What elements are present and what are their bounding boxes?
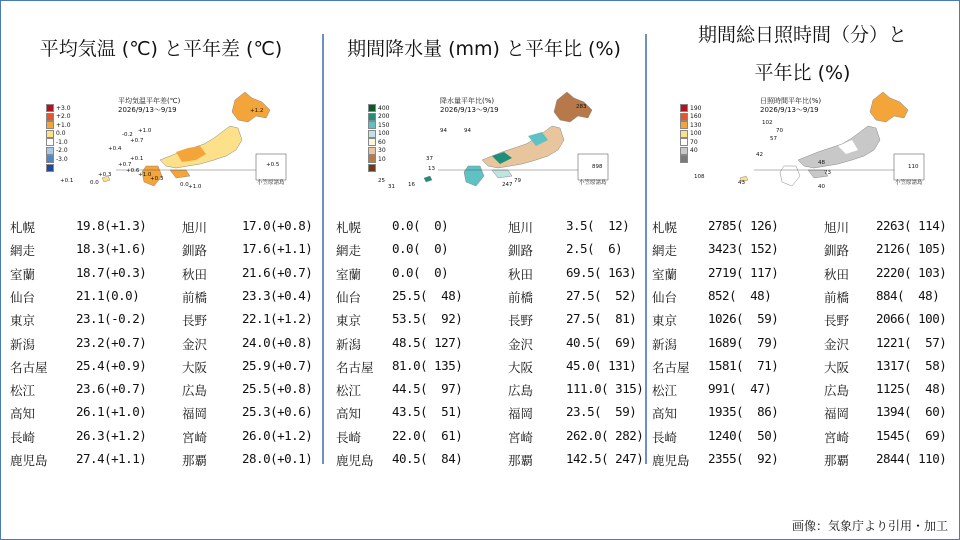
legend-entry	[368, 113, 389, 122]
station-name: 網走	[10, 243, 36, 259]
sunshine-title-line1: 期間総日照時間（分）と	[697, 24, 907, 46]
station-name: 新潟	[652, 336, 678, 352]
map-station-value: 247	[502, 182, 513, 188]
station-name: 仙台	[10, 289, 36, 305]
ogasawara-label: 小笠原諸島	[895, 180, 923, 186]
station-value: 25.4(+0.9)	[76, 357, 147, 373]
legend-entry	[368, 155, 389, 164]
station-value: 18.7(+0.3)	[76, 264, 147, 280]
map-station-value: +0.6	[126, 168, 140, 174]
precipitation-legend	[368, 104, 389, 172]
map-station-value: 42	[756, 152, 763, 158]
legend-entry	[368, 147, 389, 156]
station-value: 69.5( 163)	[566, 264, 637, 280]
station-name: 鹿児島	[10, 453, 48, 468]
map-station-value: 110	[908, 164, 919, 170]
legend-label: 0.0	[56, 130, 66, 138]
station-value: 1026( 59)	[708, 311, 779, 327]
map-station-value: 94	[440, 128, 447, 134]
station-value: 142.5( 247)	[566, 451, 644, 466]
station-name: 札幌	[336, 220, 362, 235]
legend-swatch	[680, 113, 688, 121]
map-station-value: +0.1	[60, 178, 74, 184]
legend-swatch	[680, 121, 688, 129]
station-name: 長野	[182, 313, 208, 329]
station-value: 23.1(-0.2)	[76, 311, 147, 327]
station-value: 0.0( 0)	[392, 264, 449, 280]
map-station-value: +0.7	[118, 162, 132, 168]
station-name: 東京	[336, 313, 362, 329]
sunshine-map-title: 日照時間平年比(%)	[760, 97, 822, 105]
sunshine-ratio-map	[668, 90, 948, 190]
map-station-value: +1.2	[250, 108, 264, 114]
map-station-value: 43	[738, 180, 745, 186]
legend-label: 40	[690, 147, 698, 155]
station-value: 27.4(+1.1)	[76, 451, 147, 466]
legend-entry	[368, 164, 389, 173]
map-station-value: 94	[464, 128, 471, 134]
legend-swatch	[680, 130, 688, 138]
image-credit: 画像：気象庁より引用・加工	[791, 519, 948, 533]
legend-entry	[46, 155, 71, 164]
station-value: 44.5( 97)	[392, 381, 463, 397]
map-station-value: 57	[770, 136, 777, 142]
station-name: 金沢	[824, 336, 850, 352]
legend-entry	[46, 121, 71, 130]
legend-label: 200	[378, 113, 390, 121]
legend-entry	[368, 121, 389, 130]
station-value: 1545( 69)	[876, 427, 947, 443]
station-name: 大阪	[824, 359, 850, 375]
ogasawara-label: 小笠原諸島	[579, 180, 607, 186]
station-value: 24.0(+0.8)	[242, 334, 313, 350]
map-station-value: +1.0	[138, 128, 152, 134]
station-name: 松江	[10, 383, 36, 399]
legend-label: 400	[378, 104, 390, 112]
legend-entry	[46, 130, 71, 139]
map-station-value: +0.4	[108, 146, 122, 152]
legend-label: 130	[690, 121, 702, 129]
station-value: 111.0( 315)	[566, 381, 644, 397]
station-name: 宮崎	[824, 429, 850, 445]
station-name: 室蘭	[336, 266, 362, 282]
legend-label: 60	[378, 138, 386, 146]
station-name: 前橋	[824, 289, 850, 305]
station-value: 17.6(+1.1)	[242, 241, 313, 257]
legend-swatch	[680, 104, 688, 112]
station-name: 新潟	[10, 336, 36, 352]
ogasawara-label: 小笠原諸島	[257, 180, 285, 186]
station-value: 2220( 103)	[876, 264, 947, 280]
station-name: 名古屋	[336, 359, 374, 375]
station-value: 40.5( 84)	[392, 451, 463, 466]
station-value: 2.5( 6)	[566, 241, 623, 257]
station-value: 3423( 152)	[708, 241, 779, 257]
station-value: 2126( 105)	[876, 241, 947, 257]
map-station-value: 70	[776, 128, 783, 134]
legend-label: 10	[378, 155, 386, 163]
station-name: 長崎	[10, 429, 36, 445]
station-name: 大阪	[508, 359, 534, 375]
station-name: 旭川	[508, 220, 534, 235]
station-name: 東京	[652, 313, 678, 329]
map-station-value: 37	[426, 156, 433, 162]
legend-swatch	[368, 104, 376, 112]
station-name: 福岡	[824, 406, 850, 422]
map-station-value: +0.1	[130, 156, 144, 162]
station-name: 秋田	[508, 266, 534, 282]
station-value: 48.5( 127)	[392, 334, 463, 350]
station-value: 1221( 57)	[876, 334, 947, 350]
station-value: 25.5( 48)	[392, 287, 463, 303]
station-name: 仙台	[336, 289, 362, 305]
sunshine-title-line2: 平年比 (%)	[754, 62, 851, 84]
legend-swatch	[680, 147, 688, 155]
legend-entry	[46, 147, 71, 156]
station-name: 長野	[824, 313, 850, 329]
sunshine-map-period: 2026/9/13～9/19	[760, 106, 819, 114]
station-name: 福岡	[182, 406, 208, 422]
station-value: 2066( 100)	[876, 311, 947, 327]
map-station-value: 0.0	[90, 180, 99, 186]
legend-entry	[680, 138, 701, 147]
station-value: 18.3(+1.6)	[76, 241, 147, 257]
station-value: 25.5(+0.8)	[242, 381, 313, 397]
station-value: 25.3(+0.6)	[242, 404, 313, 420]
station-value: 0.0( 0)	[392, 241, 449, 257]
legend-swatch	[46, 113, 54, 121]
map-station-value: 25	[378, 178, 385, 184]
legend-swatch	[46, 147, 54, 155]
panel-divider	[645, 34, 647, 464]
station-name: 高知	[652, 406, 678, 422]
station-name: 札幌	[10, 220, 36, 235]
legend-label: 150	[378, 121, 390, 129]
station-value: 1394( 60)	[876, 404, 947, 420]
map-station-value: 79	[514, 178, 521, 184]
station-value: 2844( 110)	[876, 451, 947, 466]
station-value: 26.3(+1.2)	[76, 427, 147, 443]
station-name: 那覇	[508, 453, 534, 468]
station-name: 鹿児島	[652, 453, 690, 468]
station-value: 2785( 126)	[708, 218, 779, 233]
station-value: 991( 47)	[708, 381, 772, 397]
legend-label: 100	[690, 130, 702, 138]
legend-entry	[368, 138, 389, 147]
station-name: 網走	[652, 243, 678, 259]
station-name: 金沢	[182, 336, 208, 352]
station-name: 長崎	[652, 429, 678, 445]
precipitation-ratio-map	[352, 90, 632, 190]
station-value: 1581( 71)	[708, 357, 779, 373]
map-station-value: 283	[576, 104, 587, 110]
map-station-value: 0.0	[180, 182, 189, 188]
station-value: 22.0( 61)	[392, 427, 463, 443]
station-name: 名古屋	[652, 359, 690, 375]
station-name: 旭川	[824, 220, 850, 235]
legend-swatch	[368, 130, 376, 138]
temperature-map-title: 平均気温平年差(℃)	[118, 97, 181, 105]
station-value: 21.1(0.0)	[76, 287, 140, 303]
station-value: 17.0(+0.8)	[242, 218, 313, 233]
legend-entry	[368, 130, 389, 139]
station-name: 松江	[336, 383, 362, 399]
station-name: 旭川	[182, 220, 208, 235]
map-station-value: +1.0	[188, 184, 202, 190]
station-name: 釧路	[824, 243, 850, 259]
station-name: 名古屋	[10, 359, 48, 375]
precipitation-map-title: 降水量平年比(%)	[440, 97, 495, 105]
station-value: 27.5( 52)	[566, 287, 637, 303]
map-station-value: 16	[408, 182, 415, 188]
legend-label: +1.0	[56, 121, 71, 129]
station-name: 釧路	[508, 243, 534, 259]
map-station-value: -0.2	[122, 132, 133, 138]
legend-label: 190	[690, 104, 702, 112]
station-value: 1689( 79)	[708, 334, 779, 350]
station-value: 1125( 48)	[876, 381, 947, 397]
station-name: 札幌	[652, 220, 678, 235]
sunshine-legend	[680, 104, 701, 164]
station-value: 81.0( 135)	[392, 357, 463, 373]
station-name: 秋田	[182, 266, 208, 282]
map-station-value: 108	[694, 174, 705, 180]
temperature-title: 平均気温 (℃) と平年差 (℃)	[39, 38, 283, 60]
station-value: 22.1(+1.2)	[242, 311, 313, 327]
precipitation-title: 期間降水量 (mm) と平年比 (%)	[347, 38, 621, 60]
station-value: 23.6(+0.7)	[76, 381, 147, 397]
station-name: 福岡	[508, 406, 534, 422]
legend-swatch	[46, 138, 54, 146]
legend-label: 30	[378, 147, 386, 155]
station-value: 28.0(+0.1)	[242, 451, 313, 466]
station-name: 網走	[336, 243, 362, 259]
legend-entry	[46, 104, 71, 113]
legend-label: 70	[690, 138, 698, 146]
legend-entry	[46, 113, 71, 122]
legend-swatch	[368, 164, 376, 172]
map-station-value: +1.0	[138, 172, 152, 178]
legend-entry	[680, 104, 701, 113]
station-name: 前橋	[508, 289, 534, 305]
station-name: 那覇	[182, 453, 208, 468]
map-station-value: +0.3	[98, 172, 112, 178]
station-name: 松江	[652, 383, 678, 399]
legend-entry	[680, 147, 701, 156]
legend-swatch	[368, 147, 376, 155]
legend-label: 160	[690, 113, 702, 121]
map-station-value: 48	[818, 160, 825, 166]
temperature-legend	[46, 104, 71, 172]
station-name: 室蘭	[10, 266, 36, 282]
legend-label: -3.0	[56, 155, 68, 163]
station-value: 40.5( 69)	[566, 334, 637, 350]
legend-swatch	[46, 130, 54, 138]
station-value: 1240( 50)	[708, 427, 779, 443]
map-station-value: +0.7	[130, 138, 144, 144]
legend-swatch	[368, 138, 376, 146]
station-value: 25.9(+0.7)	[242, 357, 313, 373]
legend-entry	[680, 113, 701, 122]
map-station-value: +0.5	[266, 162, 280, 168]
legend-entry	[46, 138, 71, 147]
station-value: 21.6(+0.7)	[242, 264, 313, 280]
legend-label: 100	[378, 130, 390, 138]
legend-swatch	[46, 155, 54, 163]
legend-swatch	[680, 138, 688, 146]
temperature-map-period: 2026/9/13～9/19	[118, 106, 177, 114]
map-station-value: +0.3	[150, 176, 164, 182]
legend-swatch	[46, 121, 54, 129]
station-name: 高知	[336, 406, 362, 422]
legend-entry	[46, 164, 71, 173]
legend-swatch	[680, 155, 688, 163]
station-name: 室蘭	[652, 266, 678, 282]
legend-swatch	[368, 155, 376, 163]
station-value: 852( 48)	[708, 287, 772, 303]
station-name: 宮崎	[182, 429, 208, 445]
station-name: 東京	[10, 313, 36, 329]
map-station-value: 102	[762, 120, 773, 126]
station-name: 高知	[10, 406, 36, 422]
station-value: 1935( 86)	[708, 404, 779, 420]
station-name: 前橋	[182, 289, 208, 305]
station-value: 262.0( 282)	[566, 427, 644, 443]
legend-label: -1.0	[56, 138, 68, 146]
station-value: 2263( 114)	[876, 218, 947, 233]
station-name: 仙台	[652, 289, 678, 305]
legend-entry	[368, 104, 389, 113]
station-name: 広島	[182, 383, 208, 399]
station-value: 3.5( 12)	[566, 218, 630, 233]
station-name: 釧路	[182, 243, 208, 259]
station-value: 53.5( 92)	[392, 311, 463, 327]
station-value: 23.2(+0.7)	[76, 334, 147, 350]
station-name: 新潟	[336, 336, 362, 352]
station-value: 2719( 117)	[708, 264, 779, 280]
legend-entry	[680, 121, 701, 130]
legend-entry	[680, 130, 701, 139]
station-value: 27.5( 81)	[566, 311, 637, 327]
legend-entry	[680, 155, 701, 164]
precipitation-map-period: 2026/9/13～9/19	[440, 106, 499, 114]
station-name: 鹿児島	[336, 453, 374, 468]
station-name: 金沢	[508, 336, 534, 352]
temperature-anomaly-map	[30, 90, 310, 190]
station-name: 長崎	[336, 429, 362, 445]
station-name: 宮崎	[508, 429, 534, 445]
station-value: 26.1(+1.0)	[76, 404, 147, 420]
map-station-value: 40	[818, 184, 825, 190]
station-value: 23.5( 59)	[566, 404, 637, 420]
map-station-value: 898	[592, 164, 603, 170]
station-value: 43.5( 51)	[392, 404, 463, 420]
station-value: 45.0( 131)	[566, 357, 637, 373]
station-value: 0.0( 0)	[392, 218, 449, 233]
station-name: 秋田	[824, 266, 850, 282]
legend-swatch	[46, 164, 54, 172]
station-value: 26.0(+1.2)	[242, 427, 313, 443]
station-value: 19.8(+1.3)	[76, 218, 147, 233]
station-value: 2355( 92)	[708, 451, 779, 466]
legend-label: +2.0	[56, 113, 71, 121]
legend-label: +3.0	[56, 104, 71, 112]
station-name: 長野	[508, 313, 534, 329]
station-name: 那覇	[824, 453, 850, 468]
legend-label: -2.0	[56, 147, 68, 155]
legend-swatch	[46, 104, 54, 112]
map-station-value: 31	[388, 184, 395, 190]
map-station-value: 73	[824, 170, 831, 176]
legend-swatch	[368, 121, 376, 129]
station-name: 広島	[508, 383, 534, 399]
station-value: 1317( 58)	[876, 357, 947, 373]
station-value: 884( 48)	[876, 287, 940, 303]
map-station-value: 13	[428, 166, 435, 172]
station-name: 広島	[824, 383, 850, 399]
station-value: 23.3(+0.4)	[242, 287, 313, 303]
legend-swatch	[368, 113, 376, 121]
station-name: 大阪	[182, 359, 208, 375]
panel-divider	[322, 34, 324, 464]
